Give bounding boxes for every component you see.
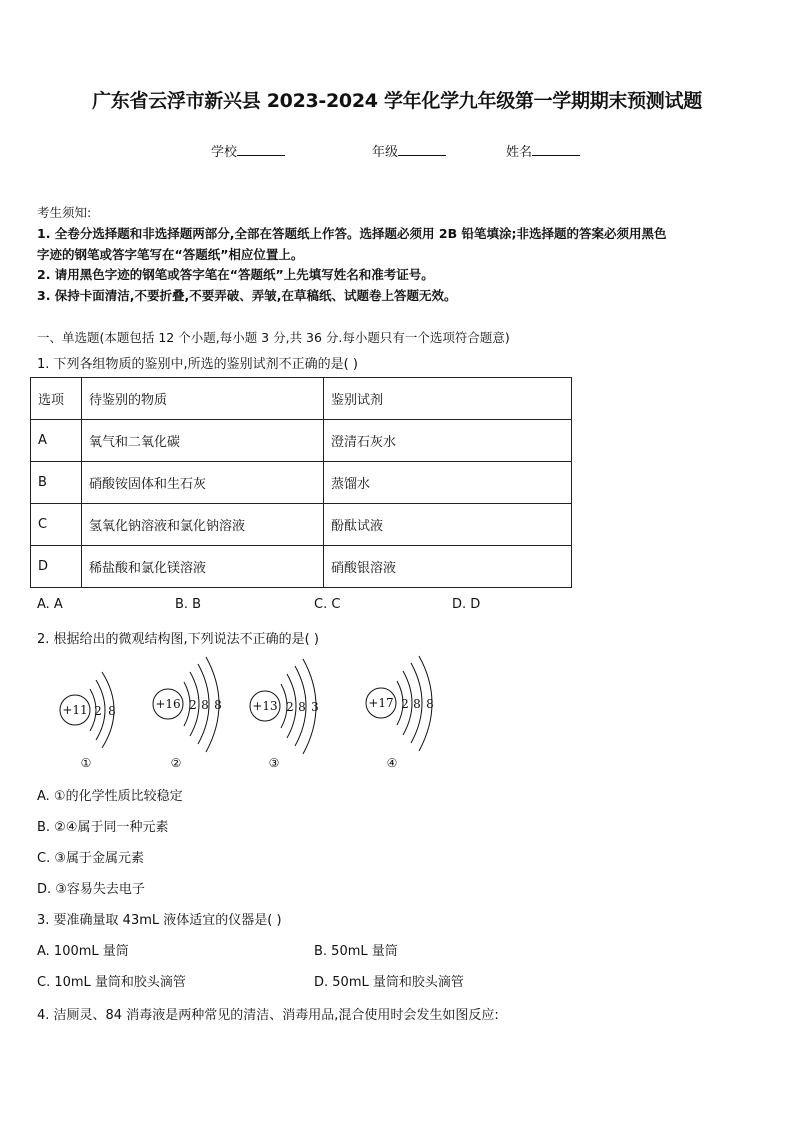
school-label: 学校 <box>211 145 238 160</box>
atom-4-structure <box>366 656 434 770</box>
table-cell: C <box>31 504 82 546</box>
q2-option-c[interactable]: C. ③属于金属元素 <box>37 851 144 866</box>
table-cell: 硝酸铵固体和生石灰 <box>82 462 324 504</box>
q1-option-d[interactable]: D. D <box>452 597 481 612</box>
notice-heading: 考生须知: <box>37 205 92 220</box>
atom-4-shell-1: 2 <box>401 697 409 711</box>
atom-1-shell-1: 2 <box>94 704 102 718</box>
q2-option-b[interactable]: B. ②④属于同一种元素 <box>37 820 169 835</box>
notice-item: 字迹的钢笔或答字笔写在“答题纸”相应位置上。 <box>37 247 304 262</box>
reagent-table <box>30 377 572 588</box>
page-title: 广东省云浮市新兴县 2023-2024 学年化学九年级第一学期期末预测试题 <box>92 90 702 112</box>
atom-2-shell-2: 8 <box>201 698 209 712</box>
q2-option-d[interactable]: D. ③容易失去电子 <box>37 882 145 897</box>
table-cell: B <box>31 462 82 504</box>
q1-option-b[interactable]: B. B <box>175 597 202 612</box>
atom-3-shell-2: 8 <box>298 700 306 714</box>
question-1-stem: 1. 下列各组物质的鉴别中,所选的鉴别试剂不正确的是( ) <box>37 357 358 372</box>
table-row <box>31 462 572 504</box>
atom-3-shell-1: 2 <box>286 700 294 714</box>
atom-3-nucleus: +13 <box>252 699 278 713</box>
atom-4-shell-3: 8 <box>426 697 434 711</box>
atom-1-shell-2: 8 <box>108 704 116 718</box>
q3-option-c[interactable]: C. 10mL 量筒和胶头滴管 <box>37 975 186 990</box>
grade-label: 年级 <box>372 145 399 160</box>
q1-option-a[interactable]: A. A <box>37 597 63 612</box>
atom-1-label: ① <box>80 756 92 770</box>
atom-4-nucleus: +17 <box>368 696 394 710</box>
name-field <box>506 141 580 160</box>
atom-2-shell-3: 8 <box>214 698 222 712</box>
table-cell: 氢氧化钠溶液和氯化钠溶液 <box>82 504 324 546</box>
table-header-row <box>31 378 572 420</box>
table-row <box>31 504 572 546</box>
atom-2-shell-1: 2 <box>189 698 197 712</box>
q3-option-a[interactable]: A. 100mL 量筒 <box>37 944 129 959</box>
atom-3-shell-3: 3 <box>311 700 319 714</box>
grade-blank <box>398 143 446 156</box>
table-cell: 酚酞试液 <box>324 504 572 546</box>
q3-option-d[interactable]: D. 50mL 量筒和胶头滴管 <box>314 975 464 990</box>
question-2-stem: 2. 根据给出的微观结构图,下列说法不正确的是( ) <box>37 632 319 647</box>
table-cell: 硝酸银溶液 <box>324 546 572 588</box>
atom-4-shell-2: 8 <box>413 697 421 711</box>
atom-2-label: ② <box>170 756 182 770</box>
atom-4-label: ④ <box>386 756 398 770</box>
notice-item: 1. 全卷分选择题和非选择题两部分,全部在答题纸上作答。选择题必须用 2B 铅笔填涂;非选择题的答案必须用黑色 <box>37 226 667 241</box>
table-cell: A <box>31 420 82 462</box>
atom-1-structure <box>60 672 116 770</box>
table-header-cell: 选项 <box>31 378 82 420</box>
name-blank <box>532 143 580 156</box>
table-header-cell: 待鉴别的物质 <box>82 378 324 420</box>
table-cell: 氧气和二氧化碳 <box>82 420 324 462</box>
atom-3-structure <box>250 659 319 770</box>
section-heading: 一、单选题(本题包括 12 个小题,每小题 3 分,共 36 分.每小题只有一个选项符合题意) <box>37 330 510 345</box>
name-label: 姓名 <box>506 145 533 160</box>
atom-2-nucleus: +16 <box>155 697 181 711</box>
table-cell: 稀盐酸和氯化镁溶液 <box>82 546 324 588</box>
atom-3-label: ③ <box>268 756 280 770</box>
atom-2-structure <box>153 657 222 770</box>
table-cell: 澄清石灰水 <box>324 420 572 462</box>
table-header-cell: 鉴别试剂 <box>324 378 572 420</box>
notice-item: 2. 请用黑色字迹的钢笔或答字笔在“答题纸”上先填写姓名和准考证号。 <box>37 267 434 282</box>
question-3-stem: 3. 要准确量取 43mL 液体适宜的仪器是( ) <box>37 913 282 928</box>
q1-option-c[interactable]: C. C <box>314 597 341 612</box>
table-cell: D <box>31 546 82 588</box>
table-cell: 蒸馏水 <box>324 462 572 504</box>
grade-field <box>372 141 446 160</box>
table-row <box>31 420 572 462</box>
school-blank <box>237 143 285 156</box>
notice-item: 3. 保持卡面清洁,不要折叠,不要弄破、弄皱,在草稿纸、试题卷上答题无效。 <box>37 288 457 303</box>
q2-option-a[interactable]: A. ①的化学性质比较稳定 <box>37 789 183 804</box>
q3-option-b[interactable]: B. 50mL 量筒 <box>314 944 398 959</box>
table-row <box>31 546 572 588</box>
school-field <box>211 141 285 160</box>
atom-1-nucleus: +11 <box>62 703 88 717</box>
question-4-stem: 4. 洁厕灵、84 消毒液是两种常见的清洁、消毒用品,混合使用时会发生如图反应: <box>37 1008 499 1023</box>
atom-structure-diagram <box>50 652 470 777</box>
